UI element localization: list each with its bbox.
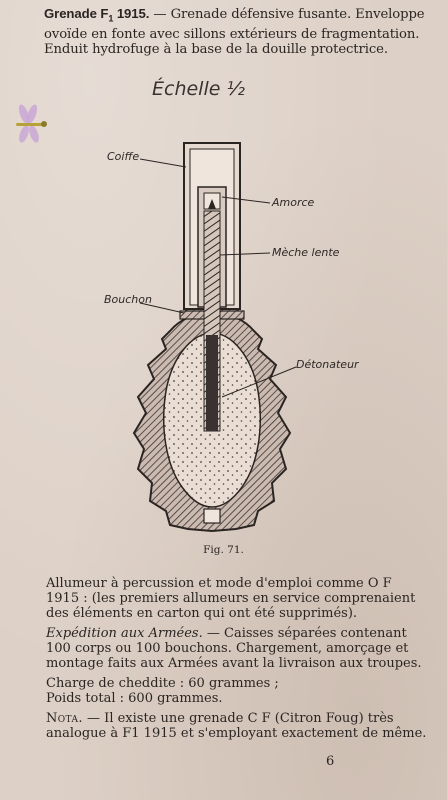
intro-paragraph <box>44 6 442 57</box>
paragraph-allumeur: Allumeur à percussion et mode d'emploi comme O F 1915 : (les premiers allumeurs en service comprenaient des éléments en carton qui ont été supprimés). <box>46 576 416 621</box>
intro-title: Grenade $F_1$ 1915. <box>44 6 150 24</box>
nota-label: Nota. <box>46 711 83 726</box>
dragonfly-icon <box>10 104 50 148</box>
label-detonateur: Détonateur <box>296 358 359 371</box>
label-bouchon: Bouchon <box>104 293 152 306</box>
figure-caption: Fig. 71. <box>203 544 244 556</box>
nota-text: — Il existe une grenade C F (Citron Foug) très analogue à F1 1915 et s'employant exactement de même. <box>46 711 427 741</box>
intro-text: — Grenade défensive fusante. Enveloppe ovoïde en fonte avec sillons extérieurs de fragmentation. Enduit hydrofuge à la base de la douille protectrice. <box>44 7 425 57</box>
label-meche: Mèche lente <box>272 246 340 259</box>
charge-line: Charge de cheddite : 60 grammes ; <box>46 676 279 691</box>
page-number: 6 <box>326 754 335 769</box>
scale-label: Échelle ½ <box>152 78 245 100</box>
label-coiffe: Coiffe <box>107 150 140 163</box>
expedition-label: Expédition aux Armées. <box>46 626 203 641</box>
poids-line: Poids total : 600 grammes. <box>46 691 223 706</box>
paragraph-expedition <box>46 626 428 671</box>
expedition-text: — Caisses séparées contenant 100 corps ou 100 bouchons. Chargement, amorçage et montage faits aux Armées avant la livraison aux troupes. <box>46 626 422 671</box>
paragraph-nota <box>46 711 428 741</box>
label-amorce: Amorce <box>272 196 315 209</box>
body-text <box>46 576 428 746</box>
